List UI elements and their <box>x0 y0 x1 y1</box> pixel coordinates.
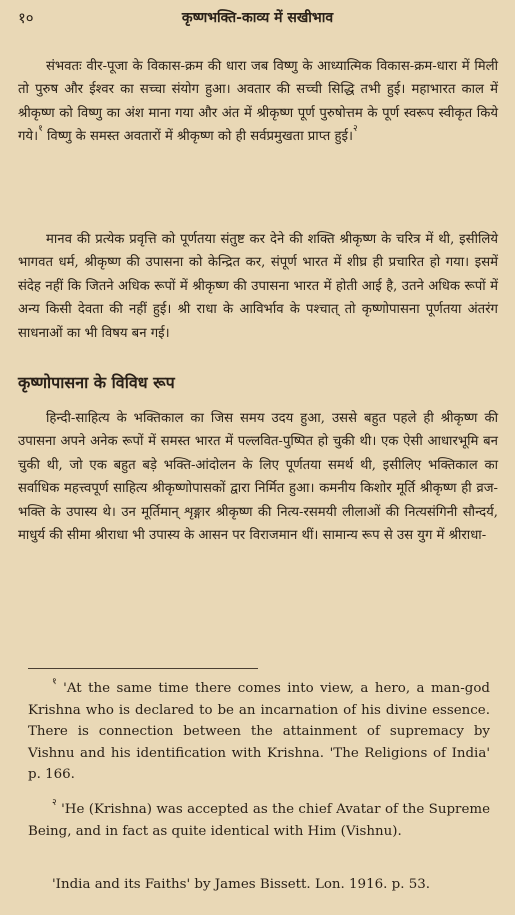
body-paragraph-1 <box>18 55 498 149</box>
paragraph-text: संभवतः वीर-पूजा के विकास-क्रम की धारा जब विष्णु के आध्यात्मिक विकास-क्रम-धारा में मिली तो पुरुष और ईश्वर का सच्चा संयोग हुआ। अवतार की सच्ची सिद्धि तभी हुई। महाभारत काल में श्रीकृष्ण को विष्णु का अंश माना गया और अंत में श्रीकृष्ण पूर्ण पुरुषोत्तम के पूर्ण स्वरूप स्वीकृत किये गये। <box>18 59 498 145</box>
paragraph-text: मानव की प्रत्येक प्रवृत्ति को पूर्णतया संतुष्ट कर देने की शक्ति श्रीकृष्ण के चरित्र में थी, इसीलिये भागवत धर्म, श्रीकृष्ण की उपासना को केन्द्रित कर, संपूर्ण भारत में शीघ्र ही प्रचारित हो गया। इसमें संदेह नहीं कि जितने अधिक रूपों में श्रीकृष्ण की उपासना भारत में होती आई है, उतने अधिक रूपों में अन्य किसी देवता की नहीं हुई। श्री राधा के आविर्भाव के पश्चात् तो कृष्णोपासना पूर्णतया अंतरंग साधनाओं का भी विषय बन गई। <box>18 232 498 341</box>
footnote-divider <box>28 668 258 669</box>
footnote-2 <box>28 799 490 842</box>
footnote-1 <box>28 678 490 786</box>
running-title: कृष्णभक्ति-काव्य में सखीभाव <box>181 10 334 26</box>
footnote-marker: २ <box>52 798 57 808</box>
footnote-text: 'He (Krishna) was accepted as the chief Avatar of the Supreme Being, and in fact as quite identical with Him (Vishnu). <box>28 802 490 839</box>
body-paragraph-3 <box>18 407 498 547</box>
footnote-text: 'At the same time there comes into view, a hero, a man-god Krishna who is declared to be an incarnation of his divine essence. There is connection between the attainment of supremacy by Vishnu and his identification with Krishna. 'The Religions of India' p. 166. <box>28 681 491 782</box>
body-paragraph-2 <box>18 228 498 345</box>
footnote-marker: १ <box>52 677 57 687</box>
paragraph-text-tail: विष्णु के समस्त अवतारों में श्रीकृष्ण को ही सर्वप्रमुखता प्राप्त हुई। <box>42 129 353 145</box>
footnote-ref-1: १ <box>38 124 43 135</box>
page-number: १० <box>18 9 34 27</box>
section-heading: कृष्णोपासना के विविध रूप <box>18 373 175 392</box>
footnote-citation: 'India and its Faiths' by James Bissett. Lon. 1916. p. 53. <box>52 877 431 892</box>
footnote-ref-2: २ <box>352 124 358 135</box>
page-header <box>18 8 497 28</box>
paragraph-text: हिन्दी-साहित्य के भक्तिकाल का जिस समय उदय हुआ, उससे बहुत पहले ही श्रीकृष्ण की उपासना अपने अनेक रूपों में समस्त भारत में पल्लवित-पुष्पित हो चुकी थी। एक ऐसी आधारभूमि बन चुकी थी, जो एक बहुत बड़े भक्ति-आंदोलन के लिए पूर्णतया समर्थ थी, इसीलिए भक्तिकाल का सर्वाधिक महत्त्वपूर्ण साहित्य श्रीकृष्णोपासकों द्वारा निर्मित हुआ। कमनीय किशोर मूर्ति श्रीकृष्ण ही व्रज-भक्ति के उपास्य थे। उन मूर्तिमान् शृङ्गार श्रीकृष्ण की नित्य-रसमयी लीलाओं की नित्यसंगिनी सौन्दर्य, माधुर्य की सीमा श्रीराधा भी उपास्य के आसन पर विराजमान थीं। सामान्य रूप से उस युग में श्रीराधा- <box>18 411 498 544</box>
